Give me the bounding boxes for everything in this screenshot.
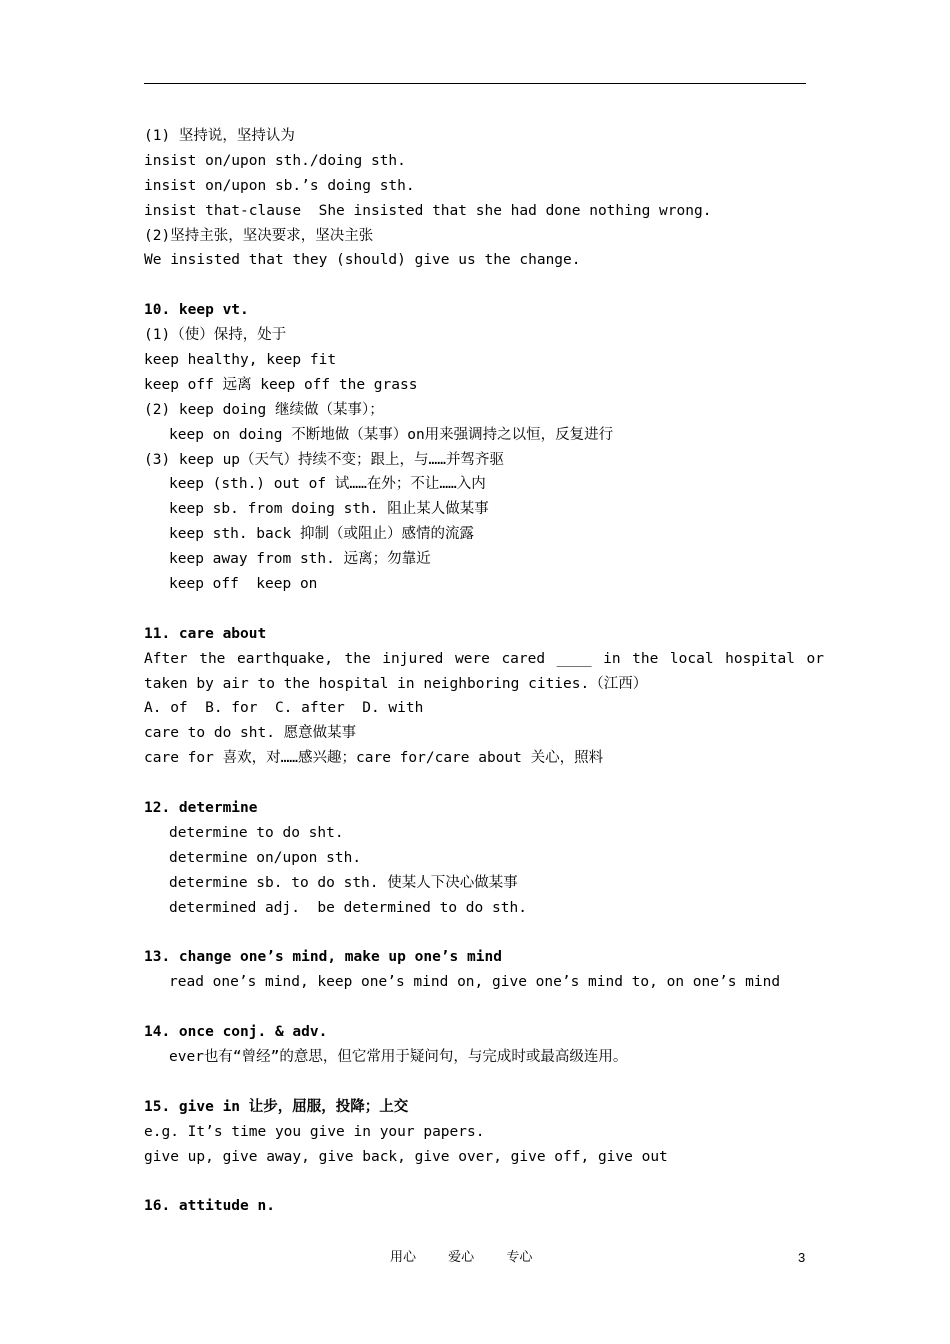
text-line: (1)（使）保持，处于 bbox=[144, 327, 287, 344]
header-rule bbox=[144, 83, 806, 84]
text-line: determined adj. be determined to do sth. bbox=[169, 899, 527, 916]
blank-line bbox=[144, 273, 824, 298]
text-line: determine on/upon sth. bbox=[169, 849, 362, 866]
text-line: insist on/upon sb.’s doing sth. bbox=[144, 177, 415, 194]
footer-motto-1: 用心 bbox=[390, 1250, 417, 1265]
blank-line bbox=[144, 771, 824, 796]
blank-line bbox=[144, 995, 824, 1020]
text-line: keep off 远离 keep off the grass bbox=[144, 376, 418, 393]
section-heading: 15. give in 让步，屈服，投降；上交 bbox=[144, 1098, 409, 1115]
text-line: After the earthquake, the injured were cared ____ in the local hospital or bbox=[144, 650, 824, 667]
blank-line bbox=[144, 921, 824, 946]
text-line: keep healthy, keep fit bbox=[144, 352, 337, 369]
text-line: taken by air to the hospital in neighboring cities.（江西） bbox=[144, 675, 648, 692]
text-line: read one’s mind, keep one’s mind on, give one’s mind to, on one’s mind bbox=[169, 974, 781, 991]
text-line: A. of B. for C. after D. with bbox=[144, 700, 424, 717]
text-line: insist on/upon sth./doing sth. bbox=[144, 152, 406, 169]
text-line: We insisted that they (should) give us the change. bbox=[144, 252, 581, 269]
footer-motto-2: 爱心 bbox=[448, 1250, 475, 1265]
text-line: keep sth. back 抑制（或阻止）感情的流露 bbox=[169, 526, 474, 543]
section-heading: 11. care about bbox=[144, 625, 267, 642]
text-line: (1) 坚持说，坚持认为 bbox=[144, 128, 295, 144]
text-line: ever也有“曾经”的意思，但它常用于疑问句，与完成时或最高级连用。 bbox=[169, 1048, 628, 1065]
section-heading: 12. determine bbox=[144, 800, 258, 817]
text-line: keep (sth.) out of 试……在外；不让……入内 bbox=[169, 476, 486, 493]
page-body bbox=[144, 124, 824, 1219]
text-line: give up, give away, give back, give over, give off, give out bbox=[144, 1148, 668, 1165]
text-line: determine sb. to do sth. 使某人下决心做某事 bbox=[169, 874, 518, 891]
text-line: (2) keep doing 继续做（某事）； bbox=[144, 401, 384, 418]
section-heading: 10. keep vt. bbox=[144, 302, 249, 319]
text-line: e.g. It’s time you give in your papers. bbox=[144, 1123, 485, 1140]
text-line: care for 喜欢，对……感兴趣；care for/care about 关心，照料 bbox=[144, 750, 604, 767]
page-footer bbox=[390, 1248, 560, 1268]
text-line: (3) keep up（天气）持续不变；跟上，与……并驾齐驱 bbox=[144, 451, 504, 468]
text-line: keep away from sth. 远离；勿靠近 bbox=[169, 551, 431, 568]
section-heading: 13. change one’s mind, make up one’s mind bbox=[144, 949, 502, 966]
footer-motto-3: 专心 bbox=[506, 1250, 533, 1265]
blank-line bbox=[144, 597, 824, 622]
text-line: care to do sht. 愿意做某事 bbox=[144, 725, 357, 742]
section-heading: 16. attitude n. bbox=[144, 1198, 275, 1215]
text-line: determine to do sht. bbox=[169, 824, 344, 841]
section-heading: 14. once conj. & adv. bbox=[144, 1024, 328, 1041]
blank-line bbox=[144, 1169, 824, 1194]
text-line: keep on doing 不断地做（某事）on用来强调持之以恒，反复进行 bbox=[169, 426, 614, 443]
page-number: 3 bbox=[798, 1250, 806, 1265]
text-line: (2)坚持主张，坚决要求，坚决主张 bbox=[144, 227, 374, 244]
blank-line bbox=[144, 1070, 824, 1095]
text-line: keep sb. from doing sth. 阻止某人做某事 bbox=[169, 501, 489, 518]
text-line: keep off keep on bbox=[169, 576, 318, 593]
text-line: insist that-clause She insisted that she had done nothing wrong. bbox=[144, 202, 712, 219]
